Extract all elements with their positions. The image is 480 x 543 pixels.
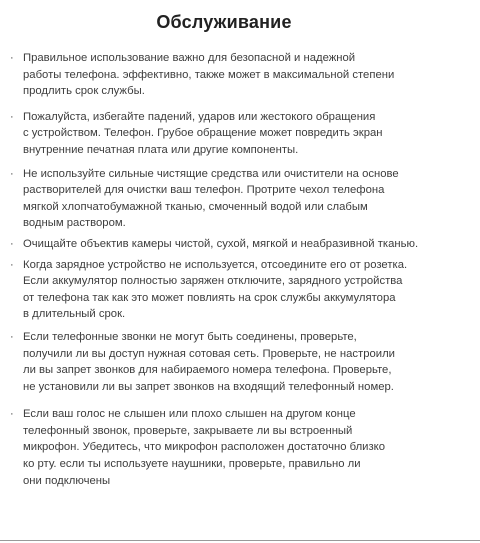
item-line: продлить срок службы. (23, 85, 145, 98)
item-line: растворителей для очистки ваш телефон. Протрите чехол телефона (23, 184, 385, 197)
item-line: ко рту. если ты используете наушники, проверьте, правильно ли (23, 458, 361, 471)
item-line: ли вы запрет звонков для набираемого номера телефона. Проверьте, (23, 364, 392, 377)
item-line: внутренние печатная плата или другие компоненты. (23, 143, 299, 156)
item-line: Правильное использование важно для безопасной и надежной (23, 52, 356, 64)
list-item (10, 109, 440, 159)
bullet: · (10, 237, 14, 250)
list-item (10, 166, 440, 232)
item-line: Пожалуйста, избегайте падений, ударов или жестокого обращения (23, 110, 376, 123)
item-line: получили ли вы доступ нужная сотовая сеть. Проверьте, не настроили (23, 347, 395, 360)
item-line: Если аккумулятор полностью заряжен отключите, зарядного устройства (23, 275, 403, 288)
bullet: · (10, 258, 14, 271)
bullet: · (10, 408, 14, 421)
list-item (10, 257, 440, 323)
maintenance-list (10, 50, 440, 489)
item-line: с устройством. Телефон. Грубое обращение может повредить экран (23, 127, 383, 140)
bullet: · (10, 330, 14, 343)
list-item (10, 50, 440, 100)
list-item (10, 236, 440, 253)
item-line: Когда зарядное устройство не используется, отсоедините его от розетка. (23, 258, 408, 271)
bullet: · (10, 167, 14, 180)
item-line: они подключены (23, 474, 111, 487)
item-line: микрофон. Убедитесь, что микрофон расположен достаточно близко (23, 441, 386, 454)
item-line: работы телефона. эффективно, также может в максимальной степени (23, 68, 395, 81)
item-line: Если телефонные звонки не могут быть соединены, проверьте, (23, 330, 357, 343)
item-line: от телефона так как это может повлиять на срок службы аккумулятора (23, 291, 396, 304)
page-title: Обслуживание (156, 12, 292, 32)
item-line: Не используйте сильные чистящие средства или очистители на основе (23, 167, 399, 180)
bullet: · (10, 52, 14, 64)
page-bottom-divider (0, 540, 480, 541)
list-item (10, 406, 440, 489)
list-item (10, 329, 440, 395)
item-line: не установили ли вы запрет звонков на входящий телефонный номер. (23, 380, 394, 393)
item-line: мягкой хлопчатобумажной тканью, смоченный водой или слабым (23, 200, 368, 213)
item-line: водным раствором. (23, 217, 126, 230)
item-line: телефонный звонок, проверьте, закрываете ли вы встроенный (23, 424, 353, 437)
bullet: · (10, 110, 14, 123)
item-line: в длительный срок. (23, 308, 126, 321)
item-line: Очищайте объектив камеры чистой, сухой, мягкой и неабразивной тканью. (23, 237, 419, 250)
item-line: Если ваш голос не слышен или плохо слышен на другом конце (23, 408, 356, 421)
